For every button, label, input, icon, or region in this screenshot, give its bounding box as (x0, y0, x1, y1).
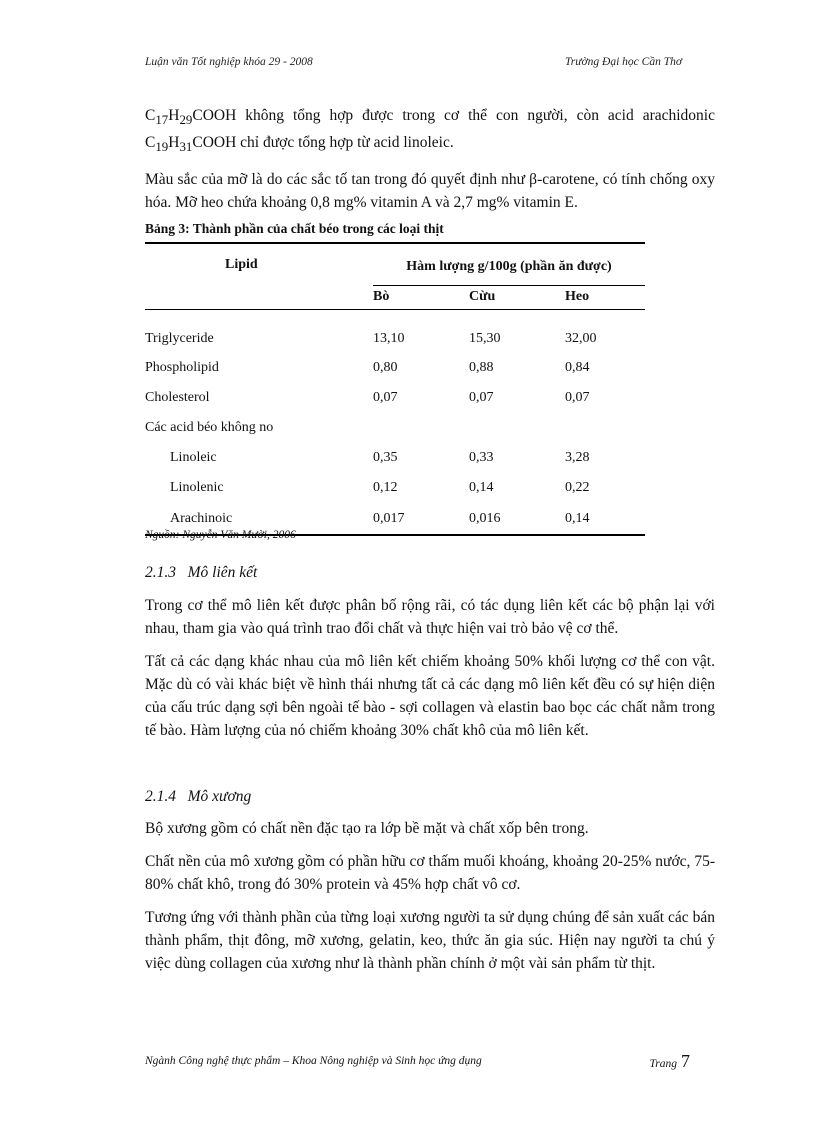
footer-text: Ngành Công nghệ thực phẩm – Khoa Nông nghiệp và Sinh học ứng dụng (145, 1055, 482, 1067)
cell-value: 0,80 (373, 360, 398, 375)
cell-value: 0,017 (373, 510, 405, 526)
row-label: Arachinoic (170, 510, 233, 526)
table-header-bo: Bò (373, 289, 390, 304)
cell-value: 0,07 (373, 390, 398, 405)
section-2-1-4-body (145, 817, 715, 985)
table-row (145, 309, 645, 353)
row-label: Phospholipid (145, 360, 219, 375)
cell-value (469, 413, 565, 443)
table-row (145, 413, 645, 443)
page-number: Trang 7 (649, 1051, 690, 1071)
cell-value: 32,00 (565, 331, 597, 346)
table-header-lipid: Lipid (145, 243, 373, 309)
row-label: Các acid béo không no (145, 420, 274, 435)
lipid-table (145, 242, 645, 536)
table-row (145, 443, 645, 473)
table-row (145, 473, 645, 503)
intro-paragraph-2: Màu sắc của mỡ là do các sắc tố tan trong đó quyết định như β-carotene, có tính chống oxy hóa. Mỡ heo chứa khoảng 0,8 mg% vitamin A và 2,7 mg% vitamin E. (145, 171, 715, 212)
cell-value: 0,22 (565, 480, 590, 495)
cell-value: 0,33 (469, 450, 494, 465)
intro-paragraph-1: $C_{17}H_{29}COOH$ không tổng hợp được trong cơ thể con người, còn acid arachidonic $C_{19}H_{31}COOH$ chỉ được tổng hợp từ acid linoleic. (145, 107, 715, 155)
paragraph: Chất nền của mô xương gồm có phần hữu cơ thấm muối khoáng, khoảng 20-25% nước, 75-80% chất khô, trong đó 30% protein và 45% hợp chất vô cơ. (145, 853, 715, 893)
cell-value: 0,07 (565, 390, 590, 405)
section-heading-2-1-3: 2.1.3 Mô liên kết (145, 564, 258, 581)
cell-value: 0,84 (565, 360, 590, 375)
row-label: Cholesterol (145, 390, 210, 405)
table-header-heo: Heo (565, 289, 590, 304)
header-left: Luận văn Tốt nghiệp khóa 29 - 2008 (145, 56, 313, 68)
table-caption: Bảng 3: Thành phần của chất béo trong các loại thịt (145, 221, 444, 236)
table-header-cuu: Cừu (469, 289, 496, 304)
paragraph: Tương ứng với thành phần của từng loại xương người ta sử dụng chúng để sản xuất các bán thành phẩm, thịt đông, mỡ xương, gelatin, keo, thức ăn gia súc. Hiện nay người ta chú ý việc dùng collagen của xương như là thành phần chính ở một vài sản phẩm từ thịt. (145, 909, 715, 972)
cell-value: 0,14 (565, 510, 590, 526)
header-right: Trường Đại học Cần Thơ (565, 56, 682, 68)
paragraph: Bộ xương gồm có chất nền đặc tạo ra lớp bề mặt và chất xốp bên trong. (145, 820, 589, 837)
table-row (145, 383, 645, 413)
table-row (145, 353, 645, 383)
section-heading-2-1-4: 2.1.4 Mô xương (145, 788, 252, 805)
row-label: Linolenic (170, 480, 224, 495)
cell-value (373, 413, 469, 443)
paragraph: Tất cả các dạng khác nhau của mô liên kết chiếm khoảng 50% khối lượng cơ thể con vật. Mặc dù có vài khác biệt về hình thái nhưng tất cả các dạng mô liên kết đều có sự hiện diện của cấu trúc dạng sợi bên ngoài tế bào - sợi collagen và elastin bao bọc các chất nằm trong tế bào. Hàm lượng của nó chiếm khoảng 30% chất khô của mô liên kết. (145, 653, 715, 739)
paragraph: Trong cơ thể mô liên kết được phân bố rộng rãi, có tác dụng liên kết các bộ phận lại với nhau, tham gia vào quá trình trao đổi chất và thực hiện vai trò bảo vệ cơ thể. (145, 597, 715, 637)
table-source: Nguồn: Nguyễn Văn Mười, 2006 (145, 529, 296, 541)
intro-text (145, 104, 715, 224)
footer (145, 1051, 690, 1071)
cell-value: 0,14 (469, 480, 494, 495)
cell-value: 13,10 (373, 331, 405, 346)
row-label: Linoleic (170, 450, 217, 465)
cell-value (565, 413, 645, 443)
cell-value: 15,30 (469, 331, 501, 346)
table-header-group: Hàm lượng g/100g (phần ăn được) (373, 243, 645, 285)
cell-value: 0,35 (373, 450, 398, 465)
cell-value: 0,12 (373, 480, 398, 495)
cell-value: 0,016 (469, 510, 501, 526)
cell-value: 0,07 (469, 390, 494, 405)
section-2-1-3-body (145, 594, 715, 752)
cell-value: 3,28 (565, 450, 590, 465)
row-label: Triglyceride (145, 331, 214, 346)
cell-value: 0,88 (469, 360, 494, 375)
